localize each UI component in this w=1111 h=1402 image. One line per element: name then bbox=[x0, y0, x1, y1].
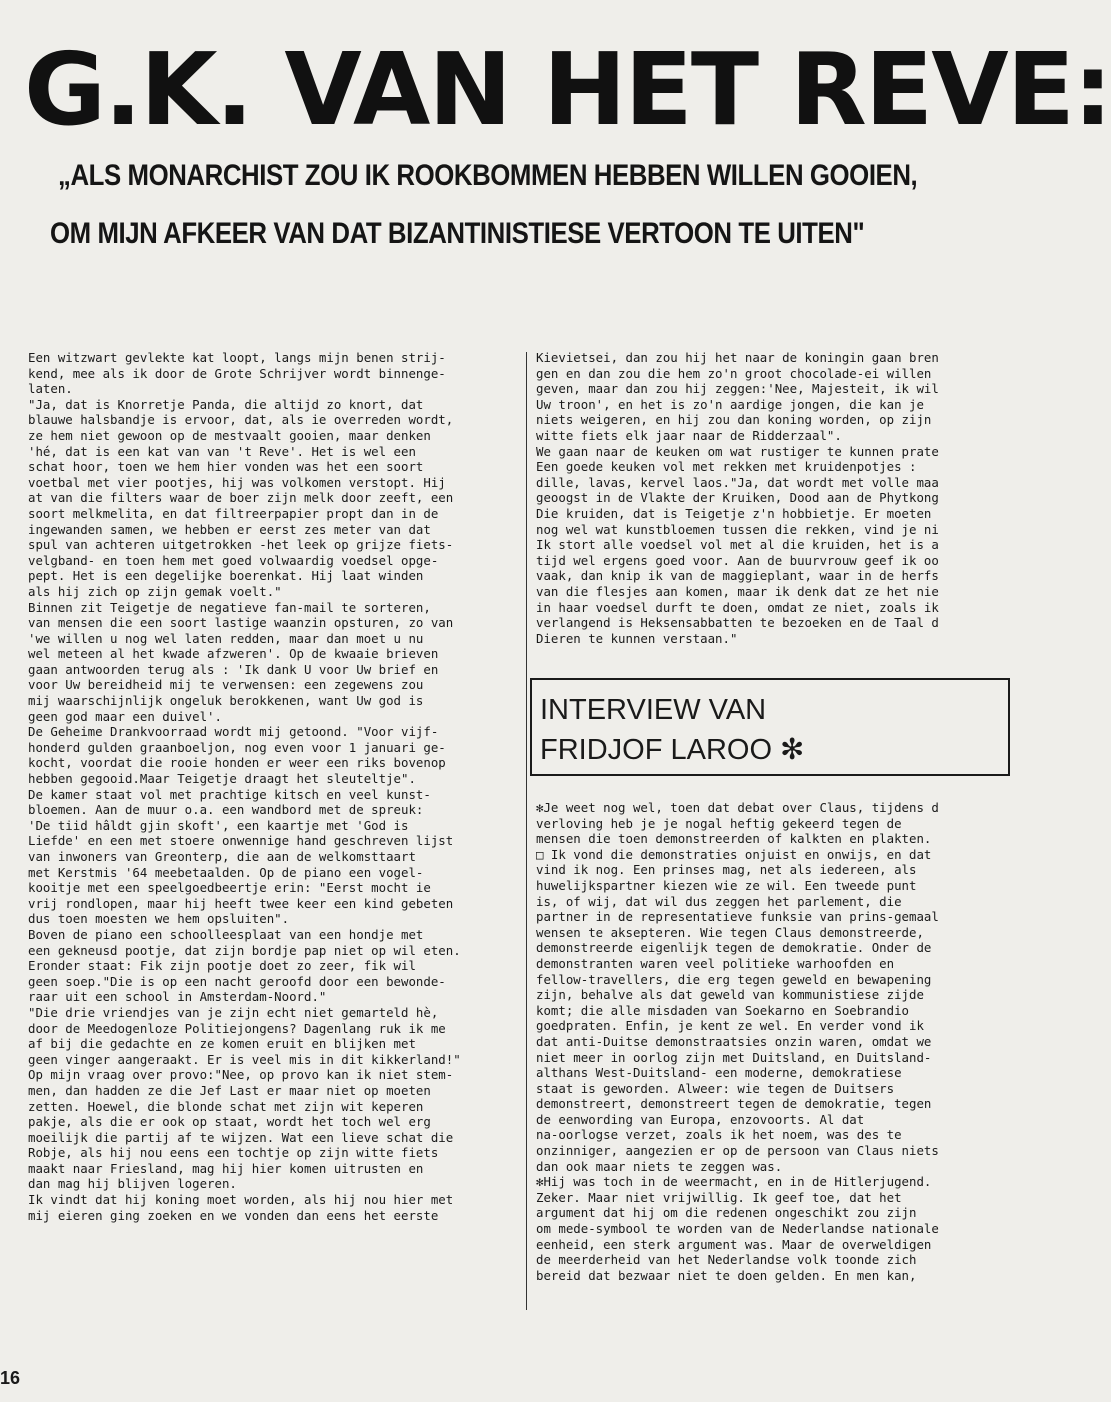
text-line: Die kruiden, dat is Teigetje z'n hobbietje. Er moeten bbox=[536, 505, 932, 521]
text-line: velgband- en toen hem met goed volwaardig voedsel opge- bbox=[28, 552, 439, 568]
subtitle-quote-line-1: „ALS MONARCHIST ZOU IK ROOKBOMMEN HEBBEN WILLEN GOOIEN, bbox=[58, 159, 918, 192]
text-line: onzinniger, aangezien er op de persoon van Claus niets bbox=[536, 1143, 939, 1159]
text-line: geen soep."Die is op een nacht geroofd door een bewonde- bbox=[28, 973, 446, 989]
text-line: wensen te aksepteren. Wie tegen Claus demonstreerde, bbox=[536, 924, 924, 940]
text-line: voor Uw bereidheid mij te verwensen: een zegewens zou bbox=[28, 677, 424, 693]
text-line: demonstreerde eigenlijk tegen de demokratie. Onder de bbox=[536, 940, 932, 956]
text-line: spul van achteren uitgetrokken -het leek op grijze fiets- bbox=[28, 537, 454, 553]
text-line: De Geheime Drankvoorraad wordt mij getoond. "Voor vijf- bbox=[28, 724, 439, 740]
text-line: "Ja, dat is Knorretje Panda, die altijd zo knort, dat bbox=[28, 396, 424, 412]
text-line: mij eieren ging zoeken en we vonden dan eens het eerste bbox=[28, 1207, 439, 1223]
text-line: wel meteen al het kwade afzweren'. Op de kwaaie brieven bbox=[28, 646, 439, 662]
text-line: gaan antwoorden terug als : 'Ik dank U voor Uw brief en bbox=[28, 661, 439, 677]
text-line: honderd gulden graanboeljon, nog even voor 1 januari ge- bbox=[28, 739, 446, 755]
text-line: bloemen. Aan de muur o.a. een wandbord met de spreuk: bbox=[28, 802, 424, 818]
text-line: Zeker. Maar niet vrijwillig. Ik geef toe, dat het bbox=[536, 1189, 902, 1205]
text-line: de eenwording van Europa, enzovoorts. Al dat bbox=[536, 1111, 865, 1127]
column-divider bbox=[526, 352, 527, 1310]
text-line: van die flesjes aan komen, maar ik denk dat ze het nie bbox=[536, 583, 939, 599]
interview-byline-box bbox=[530, 678, 1010, 776]
text-line: af bij die gedachte en ze komen eruit en blijken met bbox=[28, 1036, 416, 1052]
text-line: geoogst in de Vlakte der Kruiken, Dood aan de Phytkong bbox=[536, 490, 939, 506]
text-line: niets weigeren, en hij zou dan koning worden, op zijn bbox=[536, 412, 932, 428]
text-line: niet meer in oorlog zijn met Duitsland, en Duitsland- bbox=[536, 1049, 932, 1065]
text-line: at van die filters waar de boer zijn melk door zeeft, een bbox=[28, 490, 454, 506]
article-right-column-top bbox=[536, 350, 996, 646]
asterisk-icon: ✻ bbox=[780, 734, 805, 766]
text-line: mensen die toen demonstreerden of kalkten en plakten. bbox=[536, 831, 932, 847]
text-line: huwelijkspartner kiezen wie ze wil. Een tweede punt bbox=[536, 877, 917, 893]
text-line: in haar voedsel durft te doen, omdat ze niet, zoals ik bbox=[536, 599, 939, 615]
text-line: ✻Hij was toch in de weermacht, en in de Hitlerjugend. bbox=[536, 1174, 932, 1190]
text-line: verloving heb je je nogal heftig gekeerd tegen de bbox=[536, 815, 902, 831]
text-line: van inwoners van Greonterp, die aan de welkomsttaart bbox=[28, 849, 416, 864]
text-line: nog wel wat kunstbloemen tussen die rekken, vind je ni bbox=[536, 521, 939, 537]
text-line: gen en dan zou die hem zo'n groot chocolade-ei willen bbox=[536, 365, 932, 381]
text-line: □ Ik vond die demonstraties onjuist en onwijs, en dat bbox=[536, 846, 932, 862]
text-line: Eronder staat: Fik zijn pootje doet zo zeer, fik wil bbox=[28, 958, 416, 974]
text-line: maakt naar Friesland, mag hij hier komen uitrusten en bbox=[28, 1160, 424, 1176]
text-line: fellow-travellers, die erg tegen geweld en bewapening bbox=[536, 971, 932, 987]
text-line: Uw troon', en het is zo'n aardige jongen, die kan je bbox=[536, 396, 924, 412]
text-line: laten. bbox=[28, 381, 73, 397]
text-line: vaak, dan knip ik van de maggieplant, waar in de herfs bbox=[536, 568, 939, 584]
text-line: schat hoor, toen we hem hier vonden was het een soort bbox=[28, 459, 424, 475]
interview-byline-line-2: FRIDJOF LAROO bbox=[540, 734, 773, 766]
text-line: geven, maar dan zou hij zeggen:'Nee, Majesteit, ik wil bbox=[536, 381, 939, 397]
text-line: voetbal met vier pootjes, hij was volkomen verstopt. Hij bbox=[28, 474, 446, 490]
text-line: raar uit een school in Amsterdam-Noord." bbox=[28, 989, 327, 1005]
text-line: met Kerstmis '64 meebetaalden. Op de piano een vogel- bbox=[28, 864, 424, 880]
text-line: door de Meedogenloze Politiejongens? Dagenlang ruk ik me bbox=[28, 1020, 446, 1036]
text-line: De kamer staat vol met prachtige kitsch en veel kunst- bbox=[28, 786, 431, 802]
text-line: "Die drie vriendjes van je zijn echt niet gemarteld hè, bbox=[28, 1004, 439, 1020]
text-line: zijn, behalve als dat geweld van kommunistiese zijde bbox=[536, 987, 924, 1003]
text-line: staat is geworden. Alweer: wie tegen de Duitsers bbox=[536, 1080, 895, 1096]
text-line: Kievietsei, dan zou hij het naar de koningin gaan bren bbox=[536, 350, 939, 365]
text-line: van mensen die een soort lastige waanzin opsturen, zo van bbox=[28, 615, 454, 631]
text-line: witte fiets elk jaar naar de Ridderzaal". bbox=[536, 427, 842, 443]
text-line: dan ook maar niets te zeggen was. bbox=[536, 1158, 783, 1174]
text-line: dan mag hij blijven logeren. bbox=[28, 1176, 237, 1192]
text-line: Liefde' en een met stoere onwennige hand geschreven lijst bbox=[28, 833, 454, 849]
text-line: goedpraten. Enfin, je kent ze wel. En verder vond ik bbox=[536, 1018, 924, 1034]
text-line: Ik stort alle voedsel vol met al die kruiden, het is a bbox=[536, 537, 939, 553]
headline: G.K. VAN HET REVE: bbox=[24, 31, 1111, 148]
text-line: ingewanden samen, we hebben er eerst zes meter van dat bbox=[28, 521, 431, 537]
text-line: dus toen moesten we hem opsluiten". bbox=[28, 911, 290, 927]
text-line: geen vinger aangeraakt. Er is veel mis in dit kikkerland!" bbox=[28, 1051, 461, 1067]
text-line: Dieren te kunnen verstaan." bbox=[536, 630, 738, 646]
text-line: tijd wel ergens goed voor. Aan de buurvrouw geef ik oo bbox=[536, 552, 939, 568]
text-line: moeilijk die partij af te wijzen. Wat een lieve schat die bbox=[28, 1129, 454, 1145]
article-right-column-bottom bbox=[536, 800, 996, 1283]
text-line: mij waarschijnlijk ongeluk berokkenen, want Uw god is bbox=[28, 693, 424, 709]
text-line: kooitje met een speelgoedbeertje erin: "Eerst mocht ie bbox=[28, 880, 431, 896]
text-line: Ik vindt dat hij koning moet worden, als hij nou hier met bbox=[28, 1192, 454, 1208]
text-line: demonstreert, demonstreert tegen de demokratie, tegen bbox=[536, 1096, 932, 1112]
text-line: zetten. Hoewel, die blonde schat met zijn wit keperen bbox=[28, 1098, 424, 1114]
text-line: Op mijn vraag over provo:"Nee, op provo kan ik niet stem- bbox=[28, 1067, 454, 1083]
text-line: verlangend is Heksensabbatten te bezoeken en de Taal d bbox=[536, 615, 939, 631]
text-line: vrij rondlopen, maar hij heeft twee keer een kind gebeten bbox=[28, 895, 454, 911]
text-line: een gekneusd pootje, dat zijn bordje pap niet op wil eten. bbox=[28, 942, 461, 958]
text-line: vind ik nog. Een prinses mag, net als iedereen, als bbox=[536, 862, 917, 878]
article-left-column bbox=[28, 350, 514, 1223]
text-line: na-oorlogse verzet, zoals ik het noem, was des te bbox=[536, 1127, 902, 1143]
page-number: 16 bbox=[0, 1368, 21, 1388]
text-line: ze hem niet gewoon op de mestvaalt gooien, maar denken bbox=[28, 427, 431, 443]
text-line: hebben gegooid.Maar Teigetje draagt het sleuteltje". bbox=[28, 771, 416, 787]
text-line: is, of wij, dat wil dus zeggen het parlement, die bbox=[536, 893, 902, 909]
text-line: Robje, als hij nou eens een tochtje op zijn witte fiets bbox=[28, 1145, 439, 1161]
text-line: pept. Het is een degelijke boerenkat. Hij laat winden bbox=[28, 568, 424, 584]
text-line: de meerderheid van het Nederlandse volk toonde zich bbox=[536, 1252, 917, 1268]
text-line: argument dat hij om die redenen ongeschikt zou zijn bbox=[536, 1205, 917, 1221]
text-line: We gaan naar de keuken om wat rustiger te kunnen prate bbox=[536, 443, 939, 459]
subtitle-quote-line-2: OM MIJN AFKEER VAN DAT BIZANTINISTIESE VERTOON TE UITEN" bbox=[50, 217, 865, 250]
text-line: eenheid, een sterk argument was. Maar de overweldigen bbox=[536, 1236, 932, 1252]
text-line: om mede-symbool te worden van de Nederlandse nationale bbox=[536, 1221, 939, 1237]
text-line: kocht, voordat die rooie honden er weer een riks bovenop bbox=[28, 755, 446, 771]
text-line: ✻Je weet nog wel, toen dat debat over Claus, tijdens d bbox=[536, 800, 939, 815]
text-line: soort melkmelita, en dat filtreerpapier propt dan in de bbox=[28, 505, 439, 521]
text-line: blauwe halsbandje is ervoor, dat, als ie overreden wordt, bbox=[28, 412, 454, 428]
text-line: geen god maar een duivel'. bbox=[28, 708, 222, 724]
text-line: althans West-Duitsland- een moderne, demokratiese bbox=[536, 1065, 902, 1081]
text-line: bereid dat bezwaar niet te doen gelden. En men kan, bbox=[536, 1267, 917, 1283]
text-line: 'De tiid hâldt gjin skoft', een kaartje met 'God is bbox=[28, 817, 409, 833]
text-line: 'we willen u nog wel laten redden, maar dan moet u nu bbox=[28, 630, 424, 646]
text-line: 'hé, dat is een kat van van 't Reve'. Het is wel een bbox=[28, 443, 416, 459]
text-line: Een goede keuken vol met rekken met kruidenpotjes : bbox=[536, 459, 917, 475]
text-line: dille, lavas, kervel laos."Ja, dat wordt met volle maa bbox=[536, 474, 939, 490]
text-line: partner in de representatieve funksie van prins-gemaal bbox=[536, 909, 939, 925]
text-line: kend, mee als ik door de Grote Schrijver wordt binnenge- bbox=[28, 365, 446, 381]
text-line: Boven de piano een schoolleesplaat van een hondje met bbox=[28, 926, 424, 942]
text-line: dat anti-Duitse demonstraatsies onzin waren, omdat we bbox=[536, 1033, 932, 1049]
interview-byline-line-1: INTERVIEW VAN bbox=[540, 694, 767, 726]
text-line: pakje, als die er ook op staat, wordt het toch wel erg bbox=[28, 1114, 431, 1130]
text-line: men, dan hadden ze die Jef Last er maar niet op moeten bbox=[28, 1082, 431, 1098]
text-line: Binnen zit Teigetje de negatieve fan-mail te sorteren, bbox=[28, 599, 431, 615]
text-line: demonstranten waren veel politieke warhoofden en bbox=[536, 955, 895, 971]
text-line: komt; die alle misdaden van Soekarno en Soebrandio bbox=[536, 1002, 909, 1018]
text-line: Een witzwart gevlekte kat loopt, langs mijn benen strij- bbox=[28, 350, 446, 365]
text-line: als hij zich op zijn gemak voelt." bbox=[28, 583, 282, 599]
